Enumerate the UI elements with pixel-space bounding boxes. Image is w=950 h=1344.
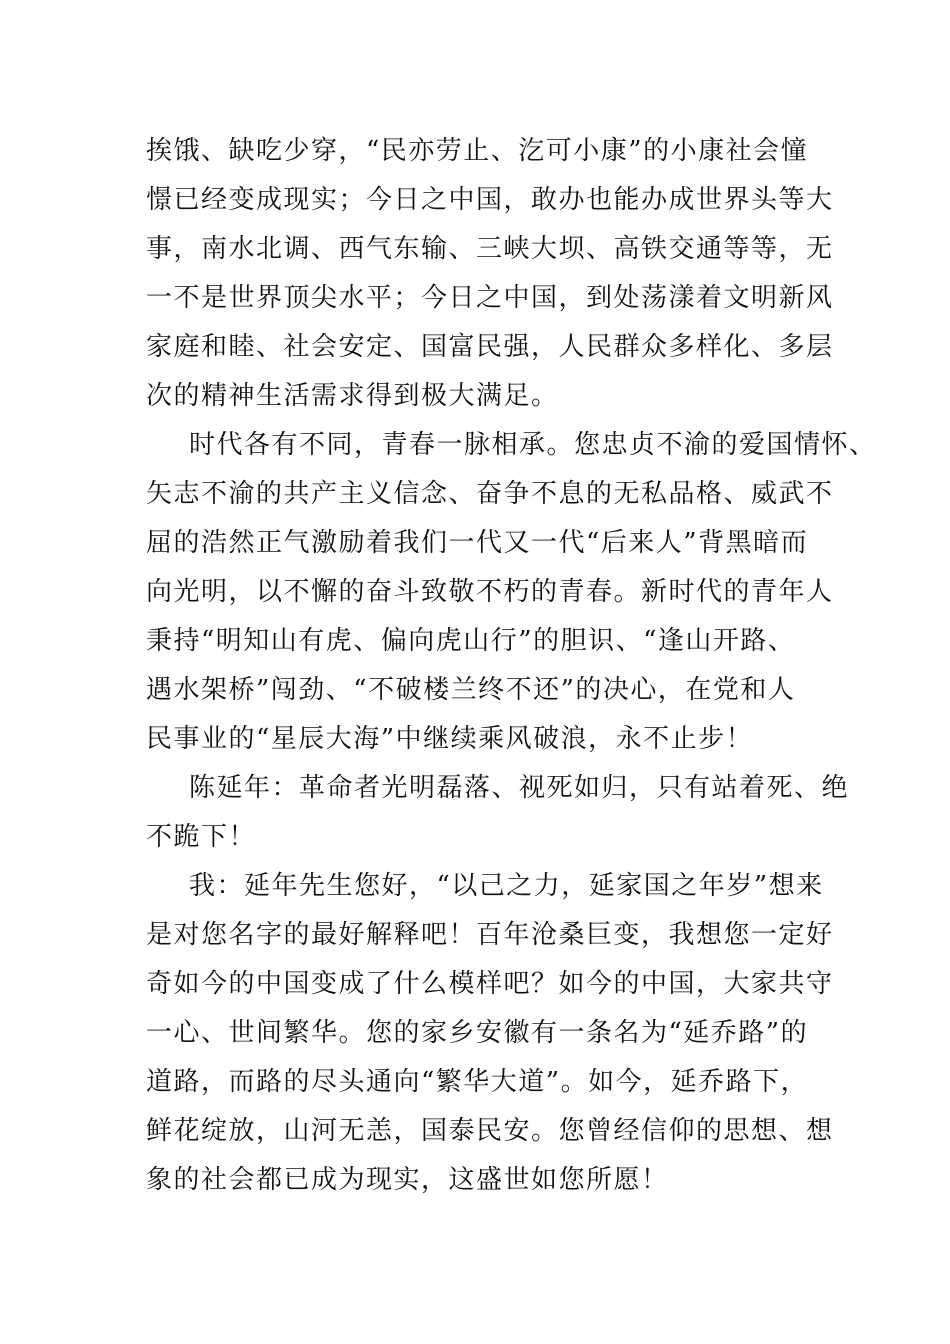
- text-line: 挨饿、缺吃少穿，“民亦劳止、汔可小康”的小康社会憧: [146, 136, 809, 166]
- text-line: 不跪下！: [146, 822, 257, 852]
- text-line: 秉持“明知山有虎、偏向虎山行”的胆识、“逢山开路、: [146, 626, 796, 656]
- text-line: 憬已经变成现实；今日之中国，敢办也能办成世界头等大: [146, 185, 834, 215]
- paragraph-start-line: 我：延年先生您好，“以己之力，延家国之年岁”想来: [189, 871, 824, 901]
- text-line: 是对您名字的最好解释吧！百年沧桑巨变，我想您一定好: [146, 920, 834, 950]
- text-line: 矢志不渝的共产主义信念、奋争不息的无私品格、威武不: [146, 479, 834, 509]
- text-line: 民事业的“星辰大海”中继续乘风破浪，永不止步！: [146, 724, 754, 754]
- text-line: 家庭和睦、社会安定、国富民强，人民群众多样化、多层: [146, 332, 834, 362]
- text-line: 象的社会都已成为现实，这盛世如您所愿！: [146, 1165, 669, 1195]
- text-line: 向光明，以不懈的奋斗致敬不朽的青春。新时代的青年人: [146, 577, 834, 607]
- text-line: 奇如今的中国变成了什么模样吧？如今的中国，大家共守: [146, 969, 834, 999]
- paragraph-start-line: 时代各有不同，青春一脉相承。您忠贞不渝的爱国情怀、: [189, 430, 877, 460]
- text-line: 事，南水北调、西气东输、三峡大坝、高铁交通等等，无: [146, 234, 834, 264]
- text-line: 屈的浩然正气激励着我们一代又一代“后来人”背黑暗而: [146, 528, 809, 558]
- text-line: 一不是世界顶尖水平；今日之中国，到处荡漾着文明新风: [146, 283, 834, 313]
- text-line: 遇水架桥”闯劲、“不破楼兰终不还”的决心，在党和人: [146, 675, 796, 705]
- text-line: 鲜花绽放，山河无恙，国泰民安。您曾经信仰的思想、想: [146, 1116, 834, 1146]
- text-line: 道路，而路的尽头通向“繁华大道”。如今，延乔路下，: [146, 1067, 809, 1097]
- text-line: 一心、世间繁华。您的家乡安徽有一条名为“延乔路”的: [146, 1018, 809, 1048]
- text-line: 次的精神生活需求得到极大满足。: [146, 381, 559, 411]
- paragraph-start-line: 陈延年：革命者光明磊落、视死如归，只有站着死、绝: [189, 773, 850, 803]
- body-text: [146, 127, 877, 1205]
